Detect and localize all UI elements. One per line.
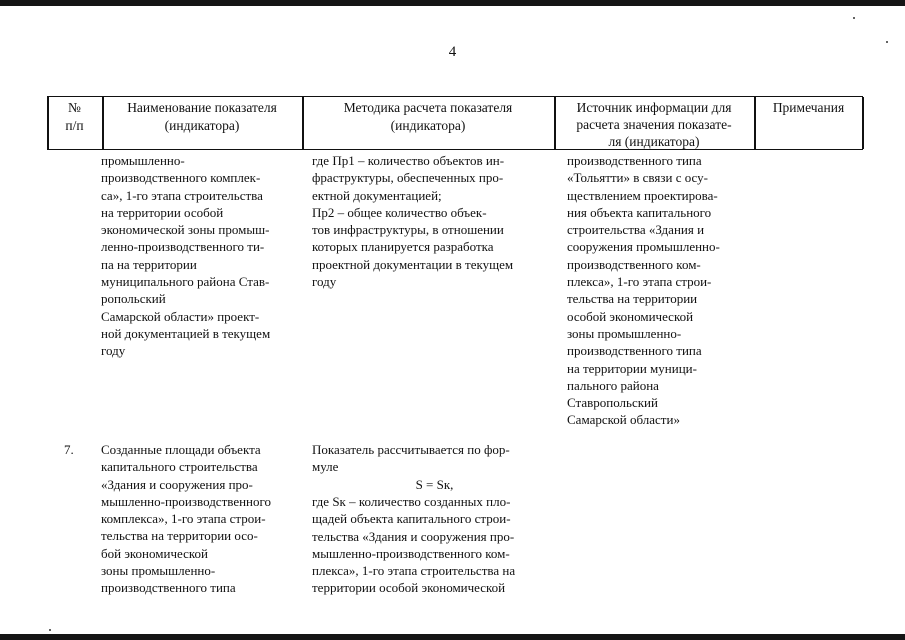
scan-speck	[886, 41, 888, 43]
page-number: 4	[448, 44, 457, 60]
row-7-method-description: где Sк – количество созданных пло- щадей объекта капитального строи- тельства «Здания и сооружения про- мышленно-производственного ком- плекса», 1-го этапа строительства на территории особой экономической	[312, 494, 516, 596]
scan-speck	[853, 17, 855, 19]
table-header-row	[47, 96, 863, 150]
scan-top-border	[0, 0, 905, 6]
scan-bottom-border	[0, 634, 905, 640]
header-indicator-name: Наименование показателя (индикатора)	[127, 100, 277, 133]
header-information-source: Источник информации для расчета значения показате- ля (индикатора)	[576, 100, 732, 149]
continued-calculation-method: где Пр1 – количество объектов ин- фраструктуры, обеспеченных про- ектной документацией; Пр2 – общее количество объек- тов инфраструктуры, в отношении которых планируется разработка проектной документации в текущем году	[312, 153, 514, 290]
header-number: № п/п	[65, 100, 84, 133]
scan-speck	[49, 629, 51, 631]
indicator-table	[47, 96, 863, 150]
row-7-number: 7.	[64, 442, 74, 457]
continued-indicator-name: промышленно- производственного комплек- са», 1-го этапа строительства на территории особой экономической зоны промыш- ленно-производственного ти- па на территории муниципального района Став- ропольский Самарской области» проект- ной документацией в текущем году	[101, 153, 271, 359]
row-7-method-intro: Показатель рассчитывается по фор- муле	[312, 442, 510, 475]
row-7-formula: S = Sк,	[415, 477, 454, 492]
column-divider	[862, 97, 864, 149]
column-divider	[47, 97, 49, 149]
column-divider	[554, 97, 556, 149]
column-divider	[302, 97, 304, 149]
header-notes: Примечания	[772, 100, 845, 115]
row-7-indicator-name: Созданные площади объекта капитального строительства «Здания и сооружения про- мышленно-производственного комплекса», 1-го этапа строи- тельства на территории осо- бой экономической зоны промышленно- производственного типа	[101, 442, 272, 596]
column-divider	[754, 97, 756, 149]
header-calculation-method: Методика расчета показателя (индикатора)	[343, 100, 513, 133]
continued-information-source: производственного типа «Тольятти» в связи с осу- ществлением проектирова- ния объекта капитального строительства «Здания и сооружения промышленно- производственного ком- плекса», 1-го этапа строи- тельства на территории особой экономической зоны промышленно- производственного типа на территории муници- пального района Ставропольский Самарской области»	[567, 153, 720, 428]
column-divider	[102, 97, 104, 149]
